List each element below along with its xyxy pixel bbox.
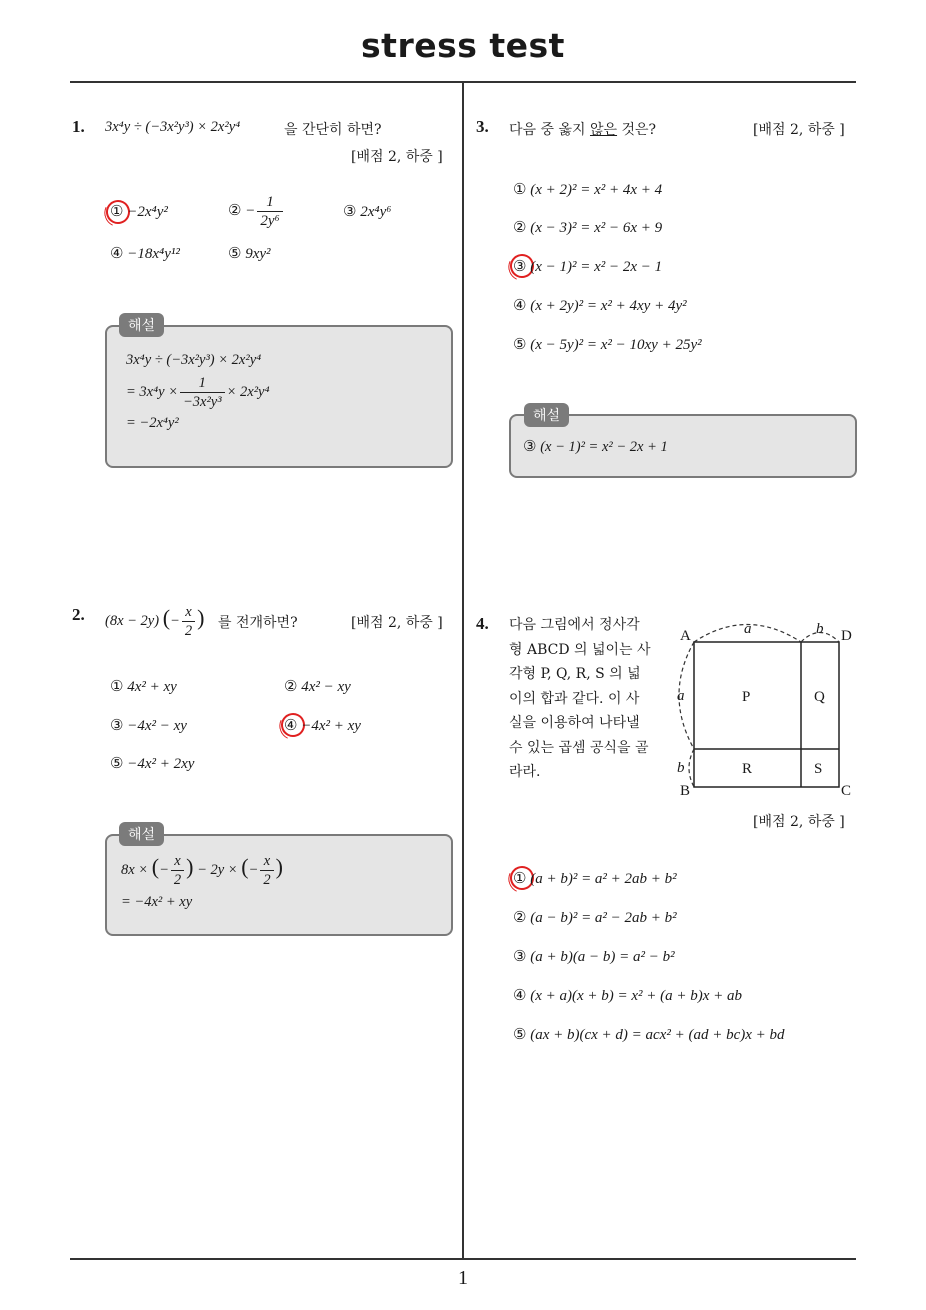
option-text: 2x⁴y⁶ [360, 204, 392, 220]
solution-box [105, 834, 453, 936]
solution-line: = −4x² + xy [121, 894, 193, 910]
option-marker: ② [284, 679, 298, 695]
option-marker: ③ [513, 949, 527, 965]
question-number: 3. [476, 117, 489, 136]
footer-rule [70, 1258, 856, 1260]
option-5[interactable] [513, 1025, 785, 1044]
option-3[interactable] [110, 716, 187, 735]
option-3[interactable] [513, 257, 662, 276]
option-text: 4x² + xy [127, 679, 177, 695]
fraction: $\frac{x}{2}$ [171, 852, 184, 889]
option-text: −4x² + xy [301, 718, 361, 734]
fraction: $\frac{1}{\text{2y⁶}}$ [257, 193, 282, 230]
option-5[interactable] [228, 244, 271, 263]
figure-svg [670, 615, 860, 805]
option-marker: ① [513, 182, 527, 198]
option-2[interactable] [284, 677, 351, 696]
option-5[interactable] [513, 335, 702, 354]
option-text: −4x² − xy [127, 718, 187, 734]
option-1[interactable] [513, 180, 662, 199]
vertex-label-c: C [841, 783, 852, 799]
length-label-b-top: b [816, 621, 824, 637]
vertex-label-b: B [680, 783, 691, 799]
question-stem-text: 다음 중 옳지 않은 것은? [509, 122, 657, 138]
option-text: −2x⁴y² [127, 204, 168, 220]
fraction: $\frac{x}{2}$ [182, 603, 195, 640]
option-marker: ⑤ [110, 756, 124, 772]
option-text: (x − 3)² = x² − 6x + 9 [530, 220, 663, 236]
option-3[interactable] [513, 947, 675, 966]
option-marker: ④ [110, 246, 124, 262]
vertex-label-d: D [841, 628, 852, 644]
length-label-a-left: a [677, 688, 685, 704]
option-text: 4x² − xy [301, 679, 351, 695]
option-marker: ⑤ [513, 1027, 527, 1043]
question-stem-math: (8x − 2y) (− $\frac{x}{2}$ ) [105, 604, 205, 639]
option-marker: ⑤ [513, 337, 527, 353]
solution-tag: 해설 [524, 403, 569, 427]
option-text: (x − 1)² = x² − 2x − 1 [530, 259, 663, 275]
option-1[interactable] [110, 677, 177, 696]
option-2[interactable] [513, 908, 677, 927]
score-label: [배점 2, 하중 ] [351, 149, 443, 165]
option-2[interactable] [513, 218, 662, 237]
question-number: 2. [72, 605, 85, 624]
question-number: 4. [476, 614, 489, 633]
option-4[interactable] [513, 986, 742, 1005]
option-text: −18x⁴y¹² [127, 246, 180, 262]
option-text: (ax + b)(cx + d) = acx² + (ad + bc)x + bd [530, 1027, 785, 1043]
option-text: (a + b)² = a² + 2ab + b² [530, 871, 677, 887]
option-1[interactable] [513, 869, 677, 888]
option-text: (x − 5y)² = x² − 10xy + 25y² [530, 337, 702, 353]
solution-line: = 3x⁴y × $\frac{1}{\text{−3x²y³}}$ × 2x²y⁴ [126, 375, 270, 410]
option-marker: ③ [343, 204, 357, 220]
option-4[interactable] [110, 244, 180, 263]
option-marker: ⑤ [228, 246, 242, 262]
region-label-p: P [742, 689, 751, 705]
option-1[interactable] [110, 202, 168, 221]
option-text: −4x² + 2xy [127, 756, 195, 772]
option-marker: ④ [513, 988, 527, 1004]
option-marker: ④ [513, 298, 527, 314]
score-label: [배점 2, 하중 ] [753, 122, 845, 138]
option-marker: ② [513, 910, 527, 926]
option-marker: ② [228, 202, 242, 219]
column-divider [462, 83, 464, 1259]
option-text: 9xy² [245, 246, 271, 262]
region-label-s: S [814, 761, 823, 777]
question-stem-text: 다음 그림에서 정사각 형 ABCD 의 넓이는 사 각형 P, Q, R, S 의 넓 이의 합과 같다. 이 사 실을 이용하여 나타낼 수 있는 곱셈 공식을 골 라라. [509, 617, 651, 780]
solution-box [105, 325, 453, 468]
option-marker: ① [110, 679, 124, 695]
option-text: (a + b)(a − b) = a² − b² [530, 949, 675, 965]
solution-tag: 해설 [119, 313, 164, 337]
solution-tag: 해설 [119, 822, 164, 846]
solution-line: ③ (x − 1)² = x² − 2x + 1 [523, 439, 668, 455]
length-label-a-top: a [744, 621, 752, 637]
fraction: $\frac{x}{2}$ [260, 852, 273, 889]
option-marker: ④ [284, 718, 298, 734]
option-marker: ① [513, 871, 527, 887]
option-marker: ① [110, 204, 124, 220]
solution-line: 3x⁴y ÷ (−3x²y³) × 2x²y⁴ [126, 352, 262, 368]
option-text: (x + 2)² = x² + 4x + 4 [530, 182, 663, 198]
option-5[interactable] [110, 754, 194, 773]
solution-line: = −2x⁴y² [126, 415, 179, 431]
length-label-b-left: b [677, 760, 685, 776]
question-stem-text: 를 전개하면? [218, 615, 298, 631]
option-4[interactable] [284, 716, 361, 735]
vertex-label-a: A [680, 628, 691, 644]
option-4[interactable] [513, 296, 687, 315]
solution-line: 8x × (− $\frac{x}{2}$ ) − 2y × (− $\frac{x}{2}$ ) [121, 853, 283, 888]
page-number: 1 [458, 1267, 468, 1289]
option-marker: ③ [110, 718, 124, 734]
question-number: 1. [72, 117, 85, 136]
fraction: $\frac{1}{\text{−3x²y³}}$ [180, 374, 225, 411]
option-2[interactable]: ② − $\frac{1}{\text{2y⁶}}$ [228, 193, 285, 230]
region-label-r: R [742, 761, 753, 777]
page-title: stress test [361, 26, 565, 65]
question-stem-math: 3x⁴y ÷ (−3x²y³) × 2x²y⁴ [105, 119, 241, 135]
option-text: (a − b)² = a² − 2ab + b² [530, 910, 677, 926]
score-label: [배점 2, 하중 ] [351, 615, 443, 631]
option-text: (x + 2y)² = x² + 4xy + 4y² [530, 298, 687, 314]
option-3[interactable] [343, 202, 391, 221]
question-stem-text: 을 간단히 하면? [284, 122, 382, 138]
option-text: (x + a)(x + b) = x² + (a + b)x + ab [530, 988, 743, 1004]
option-marker: ② [513, 220, 527, 236]
region-label-q: Q [814, 689, 825, 705]
option-marker: ③ [513, 259, 527, 275]
score-label: [배점 2, 하중 ] [753, 814, 845, 830]
